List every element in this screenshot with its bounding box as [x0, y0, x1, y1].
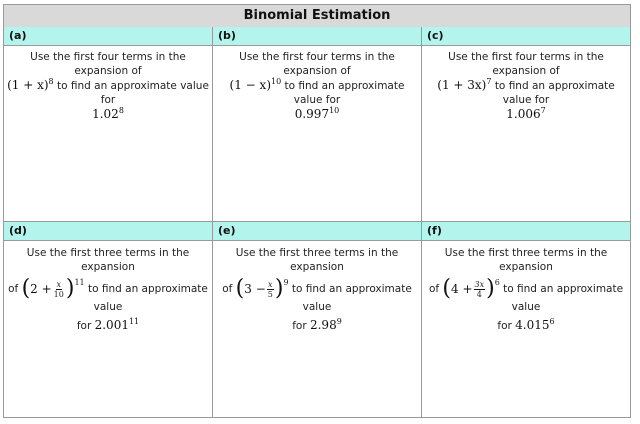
question-cell-f [422, 222, 630, 417]
expansion-expression: ( 3 − $\frac{x}{5}$ ) 9 [235, 276, 289, 301]
approximation-value: 4.015$^6$ [515, 317, 555, 332]
expansion-expression: $(1 - x)^{10}$ [229, 77, 282, 92]
expansion-expression: ( 2 + $\frac{x}{10}$ ) 11 [21, 276, 85, 301]
question-cell-b [213, 27, 422, 222]
question-text: Use the first three terms in the expansion of ( 2 + $\frac{x}{10}$ ) 11 to find an approximate value for 2.001$^{11}$ [8, 247, 208, 332]
question-instruction: to find an approximate value [503, 283, 624, 313]
question-grid [4, 27, 630, 417]
question-intro: Use the first four terms in the expansion of [30, 51, 186, 77]
approximation-value: 2.98$^9$ [309, 317, 342, 332]
question-instruction: to find an approximate value for [56, 80, 209, 106]
expansion-expression: ( 4 + $\frac{3x}{4}$ ) 6 [442, 276, 500, 301]
question-text: Use the first three terms in the expansion of ( 4 + $\frac{3x}{4}$ ) 6 to find an approximate value for 4.015$^6$ [428, 247, 624, 332]
approximation-value: 1.006$^7$ [506, 106, 546, 121]
question-instruction: to find an approximate value for [494, 80, 615, 106]
approximation-value: 1.02$^8$ [92, 106, 124, 121]
question-instruction: to find an approximate value for [284, 80, 405, 106]
fraction: $\frac{3x}{4}$ [474, 279, 485, 299]
question-label: (c) [422, 27, 630, 46]
question-intro: Use the first three terms in the expansion [444, 247, 608, 273]
fraction: $\frac{x}{5}$ [267, 279, 273, 299]
question-label: (d) [4, 222, 212, 241]
worksheet [3, 4, 631, 418]
question-intro: Use the first three terms in the expansion [235, 247, 399, 273]
question-intro: Use the first four terms in the expansion of [239, 51, 395, 77]
question-intro: Use the first four terms in the expansion of [448, 51, 604, 77]
question-label: (e) [213, 222, 421, 241]
question-cell-c [422, 27, 630, 222]
question-text [213, 46, 421, 122]
question-label: (f) [422, 222, 630, 241]
question-instruction: to find an approximate value [87, 283, 208, 313]
fraction: $\frac{x}{10}$ [53, 279, 64, 299]
page-title: Binomial Estimation [4, 5, 630, 28]
expansion-expression: $(1 + x)^8$ [7, 77, 54, 92]
question-instruction: to find an approximate value [291, 283, 412, 313]
question-text [4, 46, 212, 122]
approximation-value: 2.001$^{11}$ [94, 317, 140, 332]
expansion-expression: $(1 + 3x)^7$ [437, 77, 492, 92]
question-intro: Use the first three terms in the expansion [26, 247, 190, 273]
question-text [422, 46, 630, 122]
question-label: (a) [4, 27, 212, 46]
question-cell-e [213, 222, 422, 417]
approximation-value: 0.997$^{10}$ [294, 106, 340, 121]
question-text: Use the first three terms in the expansion of ( 3 − $\frac{x}{5}$ ) 9 to find an approximate value for 2.98$^9$ [222, 247, 412, 332]
question-label: (b) [213, 27, 421, 46]
question-cell-d [4, 222, 213, 417]
question-cell-a [4, 27, 213, 222]
